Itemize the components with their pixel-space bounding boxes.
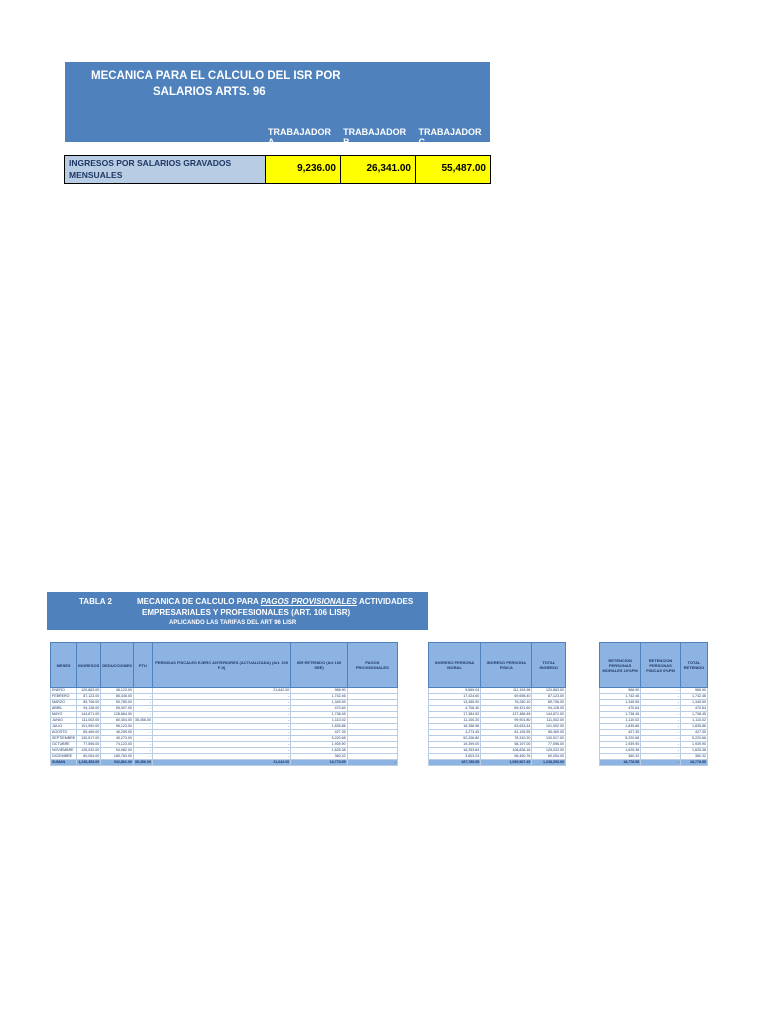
ingresos-label — [65, 156, 266, 183]
header-row — [600, 643, 708, 688]
table-cell[interactable]: 17,424.60 — [429, 694, 481, 700]
retencion-table — [599, 642, 708, 766]
table-cell[interactable]: 1,835.86 — [291, 724, 347, 730]
trabajador-columns — [268, 127, 490, 147]
table-cell[interactable]: 58,197.00 — [481, 742, 532, 748]
table-cell[interactable]: - — [133, 748, 152, 754]
table-cell[interactable]: MAYO — [51, 712, 77, 718]
table-cell[interactable]: - — [641, 724, 681, 730]
table-cell[interactable]: 21,642.00 — [152, 688, 290, 694]
column-header: INGRESOS — [77, 643, 101, 688]
table-cell[interactable]: - — [133, 706, 152, 712]
table-cell[interactable]: 1,110.02 — [600, 718, 641, 724]
ingresos-persona-table — [428, 642, 566, 766]
table-cell[interactable]: 19,399.00 — [429, 742, 481, 748]
table-cell[interactable]: SEPTIEMBRE — [52, 736, 76, 740]
table-cell[interactable]: 360.32 — [600, 754, 641, 760]
header-row — [51, 643, 398, 688]
table-cell[interactable]: 46,259.00 — [101, 730, 134, 736]
table-cell[interactable]: - — [133, 742, 152, 748]
table-cell[interactable]: 1,835.86 — [600, 724, 641, 730]
table-cell[interactable]: 130,517.00 — [77, 736, 101, 742]
sum-cell[interactable]: 1,050,567.45 — [481, 760, 532, 766]
table-cell[interactable]: 470.64 — [680, 706, 707, 712]
table-cell[interactable]: 16,253.84 — [429, 748, 481, 754]
table-cell[interactable]: 1,835.86 — [680, 724, 707, 730]
table-cell[interactable]: 94,128.00 — [77, 706, 101, 712]
table-cell[interactable]: 111,002.00 — [77, 718, 101, 724]
table-cell[interactable]: 1,939.90 — [600, 742, 641, 748]
table-cell[interactable]: 74,123.00 — [101, 742, 134, 748]
table-cell[interactable]: 427.35 — [291, 730, 347, 736]
table-cell[interactable]: 60,054.00 — [532, 754, 566, 760]
table-cell[interactable]: 45,273.00 — [101, 736, 134, 742]
table-cell[interactable]: - — [152, 742, 290, 748]
table-cell[interactable]: 35,456.00 — [134, 718, 151, 722]
tabla2-header — [47, 592, 428, 630]
sum-cell[interactable]: 187,785.55 — [429, 760, 481, 766]
table-cell[interactable]: 966.90 — [291, 688, 347, 694]
table-cell[interactable]: 4,706.40 — [429, 706, 481, 712]
table-cell[interactable]: 77,596.00 — [532, 742, 566, 748]
table-cell[interactable]: 125,032.00 — [532, 748, 566, 754]
table-cell[interactable]: - — [641, 706, 681, 712]
table-cell[interactable]: - — [133, 730, 152, 736]
table-cell[interactable]: 966.90 — [680, 688, 707, 694]
table-cell[interactable]: 1,110.02 — [680, 718, 707, 724]
sum-cell[interactable]: SUMAN — [51, 760, 77, 766]
table-cell[interactable]: 1,625.38 — [291, 748, 347, 754]
table-cell[interactable]: 5,220.68 — [600, 736, 641, 742]
table-cell[interactable]: 4,273.45 — [429, 730, 481, 736]
table-cell[interactable]: - — [641, 718, 681, 724]
table-cell[interactable]: 1,625.38 — [600, 748, 641, 754]
table-cell[interactable]: - — [133, 694, 152, 700]
tabla2-title-line2: EMPRESARIALES Y PROFESIONALES (ART. 106 LISR) — [142, 608, 351, 617]
table-cell[interactable]: 1,625.38 — [680, 748, 707, 754]
table-cell[interactable]: 1,345.59 — [291, 700, 347, 706]
sum-cell[interactable]: 1,238,353.00 — [532, 760, 566, 766]
table-cell[interactable]: JUNIO — [51, 718, 77, 724]
table-cell[interactable]: 5,220.68 — [680, 736, 707, 742]
table-cell[interactable]: - — [641, 748, 681, 754]
table-cell[interactable]: 46,123.00 — [101, 688, 134, 694]
table-cell[interactable]: OCTUBRE — [51, 742, 77, 748]
table-cell[interactable]: - — [641, 736, 681, 742]
sum-cell[interactable]: - — [347, 760, 397, 766]
table-cell[interactable]: - — [641, 688, 681, 694]
column-header: DEDUCCIONES — [101, 643, 134, 688]
column-header: ISR RETENIDO (Art 106 SRE) — [291, 643, 347, 688]
table-cell[interactable]: - — [641, 694, 681, 700]
table-cell[interactable]: - — [152, 724, 290, 730]
table-cell[interactable]: ABRIL — [51, 706, 77, 712]
sum-cell[interactable]: 18,778.55 — [600, 760, 641, 766]
table-cell[interactable]: 1,742.46 — [680, 694, 707, 700]
ingresos-label-line2: MENSUALES — [69, 170, 123, 180]
table-cell[interactable]: 89,706.00 — [77, 700, 101, 706]
sum-row — [429, 760, 566, 766]
table-cell[interactable]: JULIO — [51, 724, 77, 730]
table-cell[interactable]: 52,206.80 — [429, 736, 481, 742]
sum-row — [51, 760, 398, 766]
table-cell[interactable]: - — [152, 718, 290, 724]
tabla2-title-part-a: MECANICA DE CALCULO PARA — [137, 597, 261, 606]
table-cell[interactable]: 3,603.24 — [429, 754, 481, 760]
table-cell[interactable]: 81,195.55 — [481, 730, 532, 736]
ingresos-row — [64, 155, 491, 184]
table-cell[interactable]: - — [641, 742, 681, 748]
table-cell[interactable]: 1,742.46 — [600, 694, 641, 700]
table-cell[interactable]: - — [152, 736, 290, 742]
table-cell[interactable]: 83,633.44 — [481, 724, 532, 730]
column-header: INGRESO PERSONA MORAL — [429, 643, 481, 688]
table-cell[interactable]: 1,742.46 — [291, 694, 347, 700]
sum-cell[interactable]: - — [641, 760, 681, 766]
table-cell[interactable]: 470.64 — [600, 706, 641, 712]
table-cell[interactable]: 111,002.00 — [532, 718, 566, 724]
table-cell[interactable]: 85,469.00 — [77, 730, 101, 736]
table-cell[interactable]: 1,345.59 — [680, 700, 707, 706]
table-cell[interactable]: MARZO — [51, 700, 77, 706]
table-cell[interactable]: 59,785.00 — [101, 700, 134, 706]
table-cell[interactable]: - — [641, 754, 681, 760]
table-cell[interactable]: 125,032.00 — [77, 748, 101, 754]
table-cell[interactable]: 185,783.00 — [101, 754, 134, 760]
table-cell[interactable]: - — [133, 754, 152, 760]
ingreso-trabajador-b[interactable]: 26,341.00 — [341, 156, 416, 183]
table-cell[interactable]: 55,907.00 — [101, 706, 134, 712]
table-cell[interactable]: 80,304.00 — [101, 718, 134, 724]
table-cell[interactable]: 56,450.76 — [481, 754, 532, 760]
table-cell[interactable]: 108,828.16 — [481, 748, 532, 754]
table-cell[interactable]: 96,123.00 — [101, 724, 134, 730]
table-cell[interactable]: 128,664.00 — [101, 712, 134, 718]
tabla-label: TABLA 2 — [79, 597, 112, 606]
table-cell[interactable]: DICIEMBRE — [51, 754, 77, 760]
table-cell[interactable]: 87,123.00 — [532, 694, 566, 700]
table-cell[interactable]: 89,421.60 — [481, 706, 532, 712]
table-cell[interactable]: 5,220.68 — [291, 736, 347, 742]
col-trabajador-a: TRABAJADOR A — [268, 127, 331, 147]
table-cell[interactable]: 144,871.00 — [532, 712, 566, 718]
salarios-header — [65, 62, 490, 147]
column-header: INGRESO PERSONA FISICA — [481, 643, 532, 688]
table-cell[interactable]: FEBRERO — [51, 694, 77, 700]
table-cell[interactable]: 99,901.80 — [481, 718, 532, 724]
column-header: RETENCION PERSONAS FISICAS 0%PM — [641, 643, 681, 688]
column-header: PTU — [133, 643, 152, 688]
sum-cell[interactable]: 18,778.55 — [291, 760, 347, 766]
table-cell[interactable]: AGOSTO — [51, 730, 77, 736]
table-cell[interactable]: 360.32 — [680, 754, 707, 760]
table-cell[interactable]: 101,992.00 — [77, 724, 101, 730]
table-cell[interactable]: 17,384.52 — [429, 712, 481, 718]
table-cell[interactable]: 120,863.00 — [77, 688, 101, 694]
table-cell[interactable]: 11,100.20 — [429, 718, 481, 724]
table-cell[interactable]: 18,358.56 — [429, 724, 481, 730]
table-cell[interactable]: 60,054.00 — [77, 754, 101, 760]
column-header: PAGOS PROVISIONALES — [347, 643, 397, 688]
table-cell[interactable]: 1,345.59 — [600, 700, 641, 706]
table-cell[interactable]: 87,123.00 — [77, 694, 101, 700]
table-cell[interactable]: 94,128.00 — [532, 706, 566, 712]
table-cell[interactable]: 1,110.02 — [291, 718, 347, 724]
tabla2-title-part-c: ACTIVIDADES — [357, 597, 414, 606]
table-cell[interactable]: - — [152, 754, 290, 760]
table-cell[interactable]: - — [152, 730, 290, 736]
table-cell[interactable]: - — [152, 706, 290, 712]
table-cell[interactable]: 120,863.00 — [532, 688, 566, 694]
table-cell[interactable]: 101,992.00 — [532, 724, 566, 730]
column-header: MESES — [51, 643, 77, 688]
column-header: TOTAL INGRESO — [532, 643, 566, 688]
table-cell[interactable]: 85,469.00 — [532, 730, 566, 736]
table-cell[interactable]: 470.64 — [291, 706, 347, 712]
table-cell[interactable]: 85,345.00 — [101, 694, 134, 700]
table-cell[interactable]: - — [641, 730, 681, 736]
table-cell[interactable]: 1,738.45 — [291, 712, 347, 718]
table-cell[interactable]: 69,698.40 — [481, 694, 532, 700]
table-cell[interactable]: 9,669.04 — [429, 688, 481, 694]
table-cell[interactable]: 966.90 — [600, 688, 641, 694]
table-cell[interactable]: - — [152, 694, 290, 700]
table-cell[interactable]: ENERO — [51, 688, 77, 694]
sum-cell[interactable]: 1,238,353.00 — [78, 760, 100, 764]
table-cell[interactable]: - — [641, 712, 681, 718]
column-header: TOTAL RETENIDO — [680, 643, 707, 688]
table-cell[interactable]: 1,939.90 — [291, 742, 347, 748]
ingresos-label-line1: INGRESOS POR SALARIOS GRAVADOS — [69, 158, 232, 168]
table-cell[interactable]: 144,871.00 — [77, 712, 101, 718]
sum-cell[interactable]: 21,642.00 — [152, 760, 290, 766]
table-cell[interactable]: 1,939.90 — [680, 742, 707, 748]
tabla2-title-line3: APLICANDO LAS TARIFAS DEL ART 96 LISR — [169, 620, 297, 626]
table-cell[interactable]: - — [133, 724, 152, 730]
table-cell[interactable]: 77,596.00 — [77, 742, 101, 748]
sum-cell[interactable]: 932,861.00 — [101, 760, 134, 766]
col-trabajador-b: TRABAJADOR B — [343, 127, 407, 147]
table-cell[interactable]: - — [133, 712, 152, 718]
table-cell[interactable]: 1,738.45 — [600, 712, 641, 718]
tabla2-title-line1 — [137, 597, 413, 606]
salarios-title-line2: SALARIOS ARTS. 96 — [153, 86, 266, 98]
table-cell[interactable]: 427.35 — [600, 730, 641, 736]
table-cell[interactable]: 13,455.90 — [429, 700, 481, 706]
table-cell[interactable]: 76,250.10 — [481, 700, 532, 706]
table-cell[interactable]: 94,982.00 — [101, 748, 134, 754]
table-cell[interactable]: 360.32 — [291, 754, 347, 760]
table-cell[interactable]: - — [641, 700, 681, 706]
salarios-title-line1: MECANICA PARA EL CALCULO DEL ISR POR — [91, 70, 341, 82]
table-cell[interactable]: 427.35 — [680, 730, 707, 736]
ingreso-trabajador-c[interactable]: 55,487.00 — [416, 156, 490, 183]
header-row — [429, 643, 566, 688]
sum-cell[interactable]: 18,778.55 — [680, 760, 707, 766]
column-header: RETENCION PERSONAS MORALES 10%PM — [600, 643, 641, 688]
table-cell[interactable]: NOVIEMBRE — [51, 748, 77, 754]
table-cell[interactable]: 89,706.00 — [532, 700, 566, 706]
table-cell[interactable]: 1,738.45 — [680, 712, 707, 718]
table-cell[interactable]: - — [152, 748, 290, 754]
table-cell[interactable]: - — [133, 736, 152, 742]
table-cell[interactable]: 127,486.48 — [481, 712, 532, 718]
table-cell[interactable]: - — [152, 700, 290, 706]
table-cell[interactable]: 130,517.00 — [532, 736, 566, 742]
table-cell[interactable]: - — [133, 700, 152, 706]
table-cell[interactable]: 78,310.20 — [481, 736, 532, 742]
table-cell[interactable]: - — [152, 712, 290, 718]
sum-cell[interactable]: 35,456.00 — [134, 760, 151, 764]
col-trabajador-c: TRABAJADOR C — [418, 127, 482, 147]
tabla2-title-part-b: PAGOS PROVISIONALES — [260, 597, 358, 606]
table-cell[interactable]: 111,193.96 — [481, 688, 532, 694]
ingreso-trabajador-a[interactable]: 9,236.00 — [266, 156, 341, 183]
column-header: PERDIDAS FISCALES EJERC ANTERIORES (ACTUALIZADA) (Art. 109 F-II) — [152, 643, 290, 688]
pagos-provisionales-table — [50, 642, 398, 766]
sum-row — [600, 760, 708, 766]
